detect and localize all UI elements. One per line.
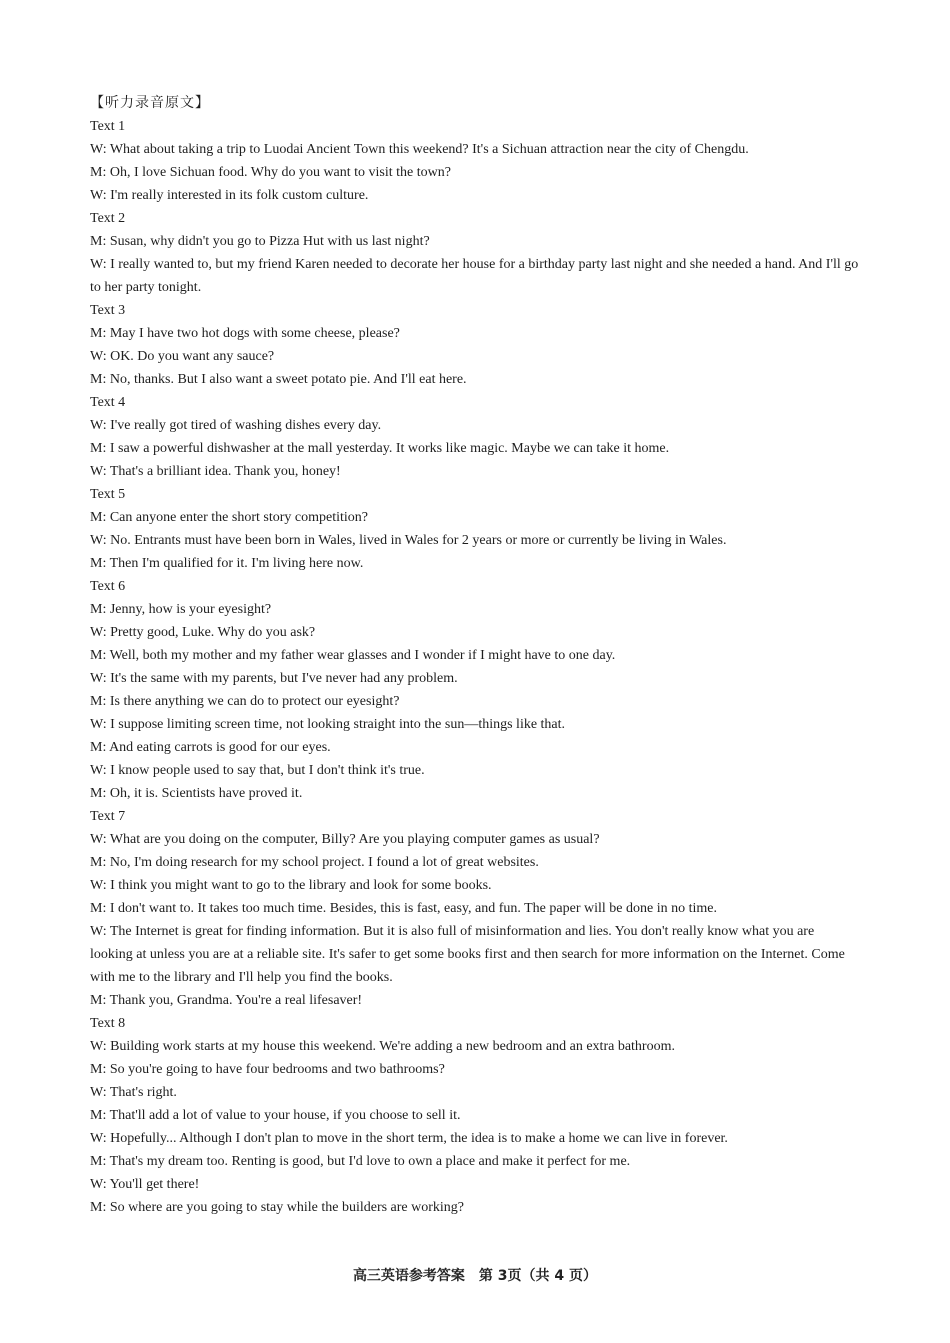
transcript-line: M: Susan, why didn't you go to Pizza Hut with us last night? [90,234,430,249]
transcript-line: M: I saw a powerful dishwasher at the mall yesterday. It works like magic. Maybe we can take it home. [90,441,670,456]
transcript-line: Text 1 [90,119,126,134]
transcript-line: M: Thank you, Grandma. You're a real lifesaver! [90,993,363,1008]
transcript-line: Text 6 [90,579,126,594]
transcript-line: M: No, thanks. But I also want a sweet potato pie. And I'll eat here. [90,372,467,387]
transcript-line: Text 5 [90,487,126,502]
transcript-line: Text 7 [90,809,126,824]
transcript-line: M: Oh, it is. Scientists have proved it. [90,786,303,801]
transcript-line: Text 3 [90,303,126,318]
transcript-line: W: Hopefully... Although I don't plan to move in the short term, the idea is to make a home we can live in forever. [90,1131,728,1146]
transcript-line: W: What are you doing on the computer, Billy? Are you playing computer games as usual? [90,832,600,847]
transcript-line: M: That's my dream too. Renting is good, but I'd love to own a place and make it perfect for me. [90,1154,631,1169]
transcript-line: M: Well, both my mother and my father wear glasses and I wonder if I might have to one day. [90,648,616,663]
transcript-line: W: That's a brilliant idea. Thank you, honey! [90,464,341,479]
transcript-line: W: Building work starts at my house this weekend. We're adding a new bedroom and an extra bathroom. [90,1039,675,1054]
transcript-line: M: And eating carrots is good for our eyes. [90,740,331,755]
transcript-line: W: That's right. [90,1085,177,1100]
transcript-line: W: I know people used to say that, but I don't think it's true. [90,763,425,778]
transcript-line: W: I think you might want to go to the library and look for some books. [90,878,492,893]
transcript-line: Text 2 [90,211,126,226]
transcript-line: W: I really wanted to, but my friend Karen needed to decorate her house for a birthday party last night and she needed a hand. And I'll go to her party tonight. [90,257,859,295]
transcript-line: M: Jenny, how is your eyesight? [90,602,272,617]
transcript-line: M: I don't want to. It takes too much time. Besides, this is fast, easy, and fun. The paper will be done in no time. [90,901,717,916]
transcript-line: M: So you're going to have four bedrooms and two bathrooms? [90,1062,445,1077]
transcript-line: M: So where are you going to stay while the builders are working? [90,1200,465,1215]
transcript-line: W: I suppose limiting screen time, not looking straight into the sun—things like that. [90,717,566,732]
transcript-line: W: I'm really interested in its folk custom culture. [90,188,369,203]
transcript-line: W: No. Entrants must have been born in Wales, lived in Wales for 2 years or more or currently be living in Wales. [90,533,727,548]
transcript-line: W: The Internet is great for finding information. But it is also full of misinformation and lies. You don't really know what you are looking at unless you are at a reliable site. It's safer to get some books first and then search for more information on the Internet. Come with me to the library and I'll help you find the books. [90,924,845,985]
transcript-line: Text 4 [90,395,126,410]
transcript-line: W: Pretty good, Luke. Why do you ask? [90,625,316,640]
transcript-line: M: Can anyone enter the short story competition? [90,510,368,525]
transcript-line: W: What about taking a trip to Luodai Ancient Town this weekend? It's a Sichuan attraction near the city of Chengdu. [90,142,749,157]
transcript-line: M: Oh, I love Sichuan food. Why do you want to visit the town? [90,165,451,180]
transcript-line: M: May I have two hot dogs with some cheese, please? [90,326,400,341]
transcript-line: W: It's the same with my parents, but I've never had any problem. [90,671,458,686]
transcript-line: M: Is there anything we can do to protect our eyesight? [90,694,400,709]
page-footer: 高三英语参考答案 第 3页（共 4 页） [352,1268,598,1284]
section-heading: 【听力录音原文】 [90,96,210,111]
transcript-line: Text 8 [90,1016,126,1031]
transcript-line: W: OK. Do you want any sauce? [90,349,275,364]
transcript-line: W: I've really got tired of washing dishes every day. [90,418,382,433]
transcript-line: M: No, I'm doing research for my school project. I found a lot of great websites. [90,855,539,870]
transcript-line: M: Then I'm qualified for it. I'm living here now. [90,556,364,571]
transcript-line: M: That'll add a lot of value to your house, if you choose to sell it. [90,1108,461,1123]
transcript-line: W: You'll get there! [90,1177,200,1192]
transcript-body [90,115,860,1219]
